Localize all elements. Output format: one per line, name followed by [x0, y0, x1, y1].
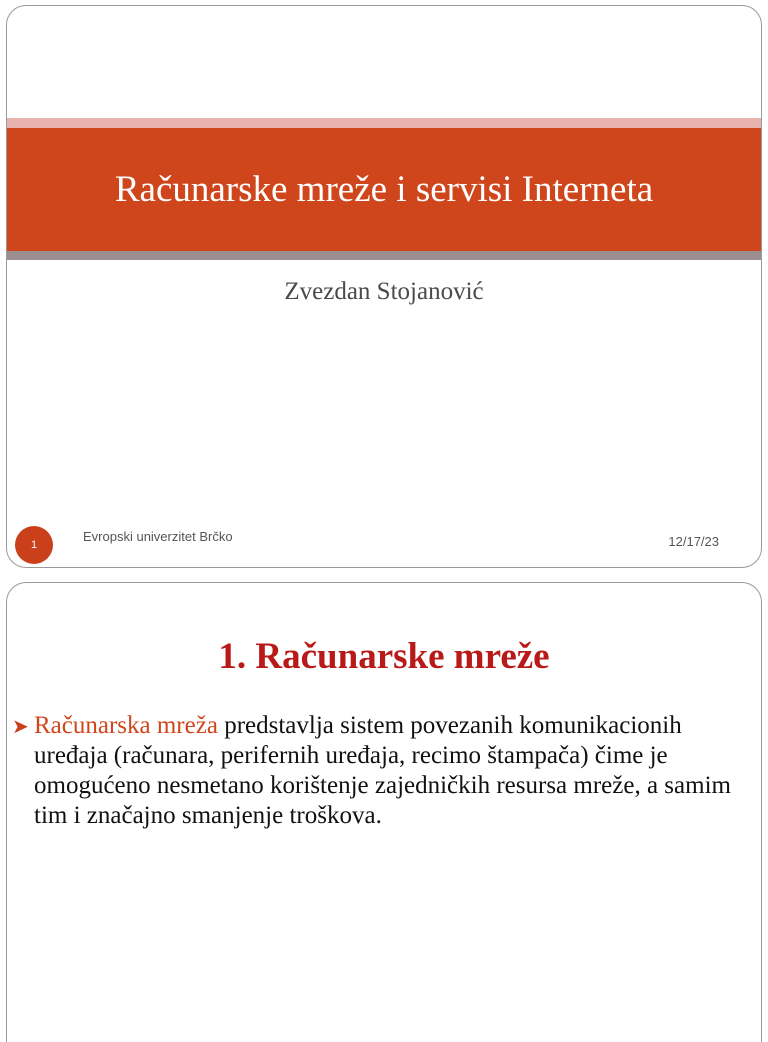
slide-1	[6, 5, 762, 568]
footer-organization: Evropski univerzitet Brčko	[83, 529, 233, 544]
slide-2	[6, 582, 762, 1042]
slide-heading: 1. Računarske mreže	[218, 636, 550, 677]
title-band-top-stripe	[7, 118, 761, 128]
bullet-text	[12, 711, 752, 831]
slide-title: Računarske mreže i servisi Interneta	[114, 169, 654, 210]
title-band	[7, 128, 761, 251]
arrow-bullet-icon: ➤	[12, 714, 29, 738]
bullet-term: Računarska mreža	[34, 712, 218, 739]
title-band-bottom-stripe	[7, 251, 761, 260]
slide-number-badge: 1	[15, 526, 53, 564]
slide-subtitle: Zvezdan Stojanović	[284, 278, 484, 305]
footer-date: 12/17/23	[668, 534, 719, 549]
bullet-item	[12, 711, 752, 831]
bullet-body: predstavlja sistem povezanih komunikacionih uređaja (računara, perifernih uređaja, recimo štampača) čime je omogućeno nesmetano korištenje zajedničkih resursa mreže, a samim tim i značajno smanjenje troškova.	[34, 712, 731, 829]
